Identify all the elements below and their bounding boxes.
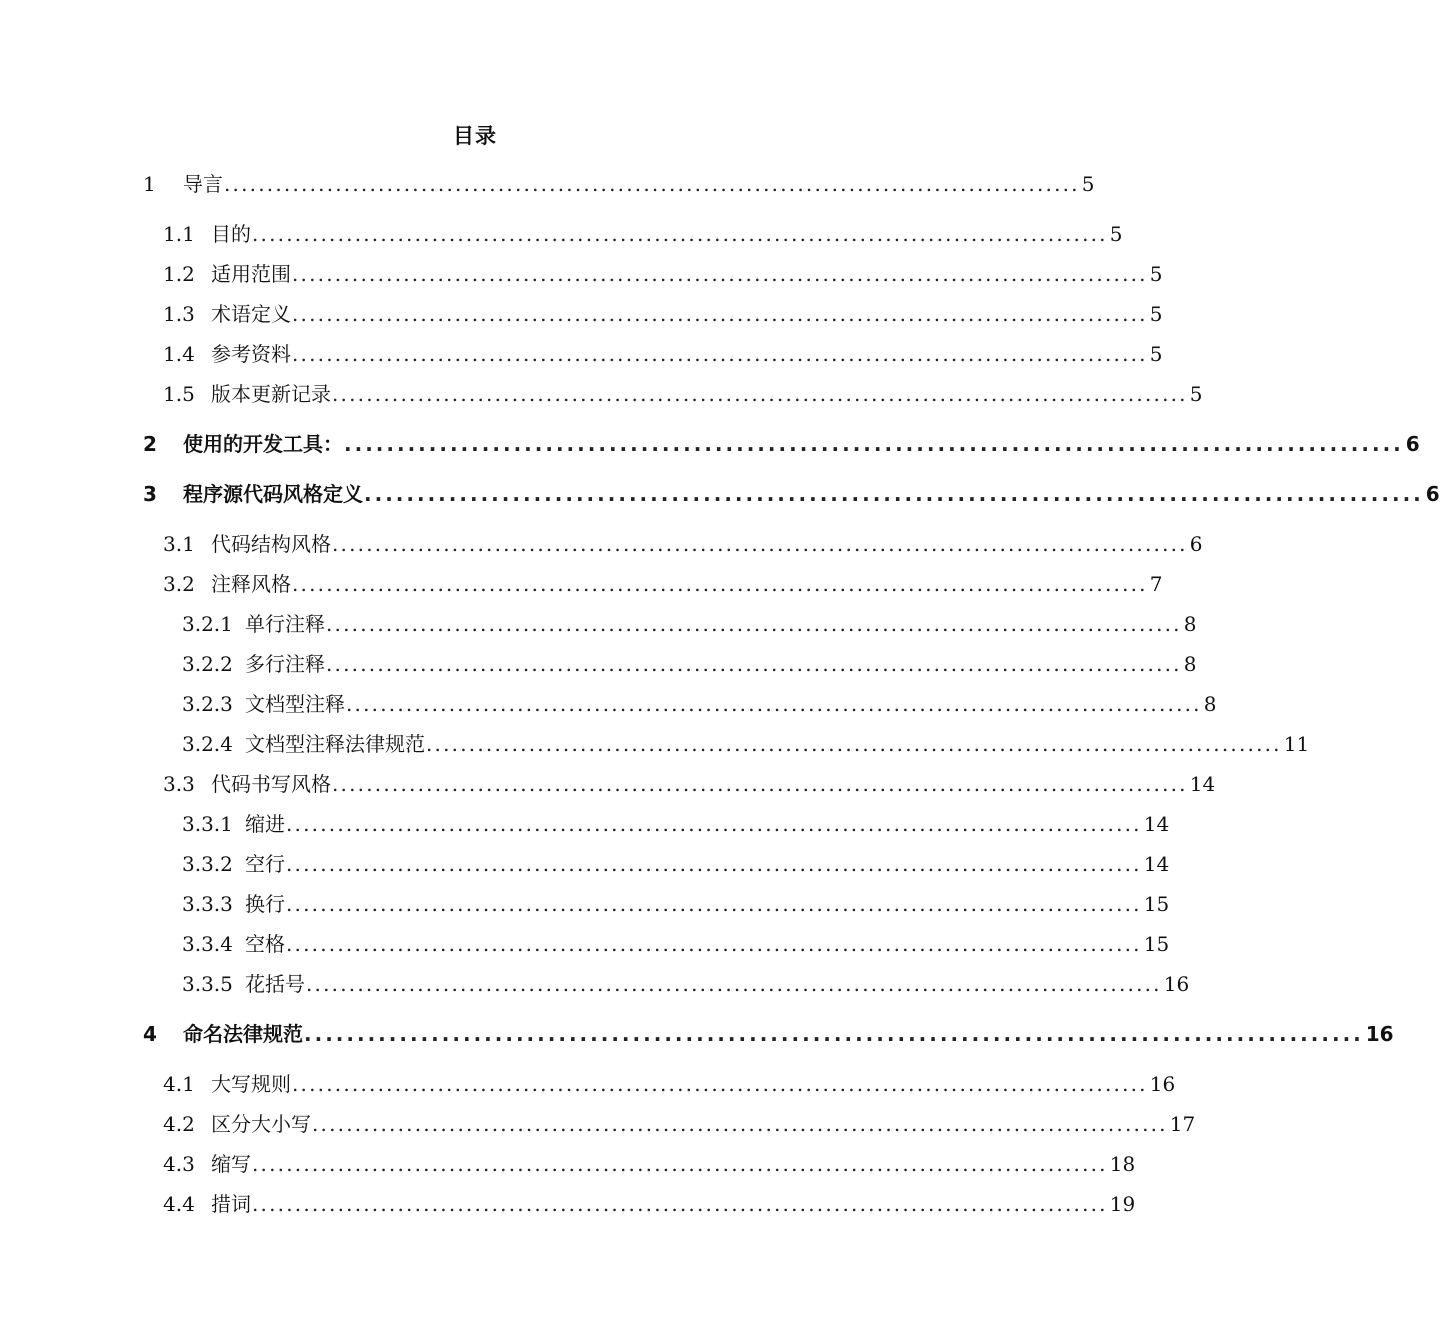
toc-entry-number: 3.3.5	[182, 972, 233, 996]
dot-leader: ....................................................................................................	[286, 852, 1142, 876]
toc-entry-number: 4.1	[163, 1072, 195, 1096]
toc-entry-3-2-1[interactable]	[0, 602, 1197, 638]
dot-leader: ....................................................................................................	[332, 532, 1188, 556]
toc-entry-3-2-4[interactable]	[0, 722, 1310, 758]
toc-entry-page: 5	[1149, 262, 1163, 286]
toc-entry-label: 文档型注释法律规范	[245, 732, 425, 756]
dot-leader: ....................................................................................................	[252, 1152, 1108, 1176]
toc-entry-label: 单行注释	[245, 612, 325, 636]
toc-entry-3-2-2[interactable]	[0, 642, 1197, 678]
toc-entry-label: 大写规则	[211, 1072, 291, 1096]
toc-entry-page: 18	[1109, 1152, 1136, 1176]
toc-entry-page: 6	[1189, 532, 1203, 556]
toc-entry-number: 3.3.1	[182, 812, 233, 836]
dot-leader: ....................................................................................................	[364, 482, 1424, 506]
toc-entry-4-3[interactable]	[0, 1142, 1136, 1178]
toc-entry-label: 区分大小写	[211, 1112, 311, 1136]
toc-entry-page: 8	[1183, 652, 1197, 676]
toc-entry-label: 代码结构风格	[211, 532, 331, 556]
toc-entry-number: 1.4	[163, 342, 195, 366]
toc-entry-label: 措词	[211, 1192, 251, 1216]
toc-entry-number: 3.2.4	[182, 732, 233, 756]
toc-entry-4-4[interactable]	[0, 1182, 1136, 1218]
toc-entry-4-2[interactable]	[0, 1102, 1196, 1138]
toc-entry-label: 版本更新记录	[211, 382, 331, 406]
toc-entry-number: 3.3.2	[182, 852, 233, 876]
toc-entry-page: 8	[1183, 612, 1197, 636]
toc-entry-page: 11	[1283, 732, 1310, 756]
toc-entry-label: 术语定义	[211, 302, 291, 326]
dot-leader: ....................................................................................................	[306, 972, 1162, 996]
toc-entry-number: 1.5	[163, 382, 195, 406]
toc-entry-label: 导言	[183, 172, 223, 196]
dot-leader: ....................................................................................................	[292, 572, 1148, 596]
toc-entry-label: 注释风格	[211, 572, 291, 596]
toc-entry-3-3-1[interactable]	[0, 802, 1170, 838]
toc-entry-1-3[interactable]	[0, 292, 1163, 328]
toc-entry-page: 14	[1189, 772, 1216, 796]
toc-entry-number: 2	[143, 432, 157, 456]
toc-entry-label: 文档型注释	[245, 692, 345, 716]
toc-entry-page: 6	[1405, 432, 1420, 456]
toc-entry-page: 15	[1143, 892, 1170, 916]
toc-entry-3-3-3[interactable]	[0, 882, 1170, 918]
dot-leader: ....................................................................................................	[286, 812, 1142, 836]
toc-entry-4-1[interactable]	[0, 1062, 1176, 1098]
toc-entry-label: 适用范围	[211, 262, 291, 286]
toc-entry-1-5[interactable]	[0, 372, 1203, 408]
toc-entry-number: 4.4	[163, 1192, 195, 1216]
dot-leader: ....................................................................................................	[304, 1022, 1364, 1046]
toc-entry-label: 目的	[211, 222, 251, 246]
dot-leader: ....................................................................................................	[286, 932, 1142, 956]
toc-entry-label: 缩进	[245, 812, 285, 836]
toc-entry-3-1[interactable]	[0, 522, 1203, 558]
toc-entry-label: 缩写	[211, 1152, 251, 1176]
toc-entry-page: 5	[1149, 302, 1163, 326]
toc-entry-1-1[interactable]	[0, 212, 1123, 248]
toc-entry-number: 1.3	[163, 302, 195, 326]
toc-entry-number: 3.3	[163, 772, 195, 796]
dot-leader: ....................................................................................................	[326, 612, 1182, 636]
dot-leader: ....................................................................................................	[332, 382, 1188, 406]
toc-entry-1-2[interactable]	[0, 252, 1163, 288]
toc-entry-page: 14	[1143, 812, 1170, 836]
toc-entry-3-3[interactable]	[0, 762, 1216, 798]
toc-entry-label: 换行	[245, 892, 285, 916]
toc-entry-page: 7	[1149, 572, 1163, 596]
toc-entry-number: 3	[143, 482, 157, 506]
toc-entry-3[interactable]	[0, 472, 1440, 508]
toc-entry-label: 使用的开发工具：	[183, 432, 343, 456]
dot-leader: ....................................................................................................	[332, 772, 1188, 796]
dot-leader: ....................................................................................................	[292, 342, 1148, 366]
toc-entry-label: 空行	[245, 852, 285, 876]
toc-entry-page: 5	[1109, 222, 1123, 246]
dot-leader: ....................................................................................................	[312, 1112, 1168, 1136]
toc-entry-3-3-4[interactable]	[0, 922, 1170, 958]
toc-entry-number: 1.2	[163, 262, 195, 286]
toc-entry-page: 5	[1081, 172, 1095, 196]
toc-entry-page: 8	[1203, 692, 1217, 716]
toc-title: 目录	[453, 124, 497, 148]
toc-entry-number: 4.3	[163, 1152, 195, 1176]
toc-entry-label: 空格	[245, 932, 285, 956]
dot-leader: ....................................................................................................	[286, 892, 1142, 916]
dot-leader: ....................................................................................................	[426, 732, 1282, 756]
toc-entry-number: 3.3.3	[182, 892, 233, 916]
toc-entry-page: 5	[1189, 382, 1203, 406]
toc-entry-number: 3.1	[163, 532, 195, 556]
toc-entry-page: 14	[1143, 852, 1170, 876]
toc-entry-page: 16	[1163, 972, 1190, 996]
toc-entry-1-4[interactable]	[0, 332, 1163, 368]
toc-entry-4[interactable]	[0, 1012, 1394, 1048]
toc-entry-label: 代码书写风格	[211, 772, 331, 796]
toc-entry-number: 4	[143, 1022, 157, 1046]
toc-entry-page: 16	[1365, 1022, 1394, 1046]
toc-entry-number: 3.2.1	[182, 612, 233, 636]
dot-leader: ....................................................................................................	[292, 1072, 1148, 1096]
dot-leader: ....................................................................................................	[252, 1192, 1108, 1216]
dot-leader: ....................................................................................................	[292, 302, 1148, 326]
toc-entry-label: 程序源代码风格定义	[183, 482, 363, 506]
toc-entry-3-2[interactable]	[0, 562, 1163, 598]
toc-entry-page: 5	[1149, 342, 1163, 366]
toc-entry-label: 花括号	[245, 972, 305, 996]
toc-entry-3-2-3[interactable]	[0, 682, 1217, 718]
toc-entry-page: 16	[1149, 1072, 1176, 1096]
dot-leader: ....................................................................................................	[252, 222, 1108, 246]
toc-entry-2[interactable]	[0, 422, 1420, 458]
toc-entry-page: 15	[1143, 932, 1170, 956]
toc-entry-number: 3.2	[163, 572, 195, 596]
dot-leader: ....................................................................................................	[224, 172, 1080, 196]
toc-entry-1[interactable]	[0, 162, 1095, 198]
toc-entry-page: 17	[1169, 1112, 1196, 1136]
toc-entry-number: 1	[143, 172, 156, 196]
toc-entry-number: 1.1	[163, 222, 195, 246]
dot-leader: ....................................................................................................	[292, 262, 1148, 286]
toc-entry-number: 4.2	[163, 1112, 195, 1136]
dot-leader: ....................................................................................................	[344, 432, 1404, 456]
toc-entry-number: 3.3.4	[182, 932, 233, 956]
toc-entry-3-3-2[interactable]	[0, 842, 1170, 878]
toc-entry-page: 6	[1425, 482, 1440, 506]
toc-entry-label: 命名法律规范	[183, 1022, 303, 1046]
toc-entry-page: 19	[1109, 1192, 1136, 1216]
toc-entry-number: 3.2.3	[182, 692, 233, 716]
toc-entry-number: 3.2.2	[182, 652, 233, 676]
toc-entry-label: 多行注释	[245, 652, 325, 676]
dot-leader: ....................................................................................................	[346, 692, 1202, 716]
dot-leader: ....................................................................................................	[326, 652, 1182, 676]
toc-entry-3-3-5[interactable]	[0, 962, 1190, 998]
toc-entry-label: 参考资料	[211, 342, 291, 366]
